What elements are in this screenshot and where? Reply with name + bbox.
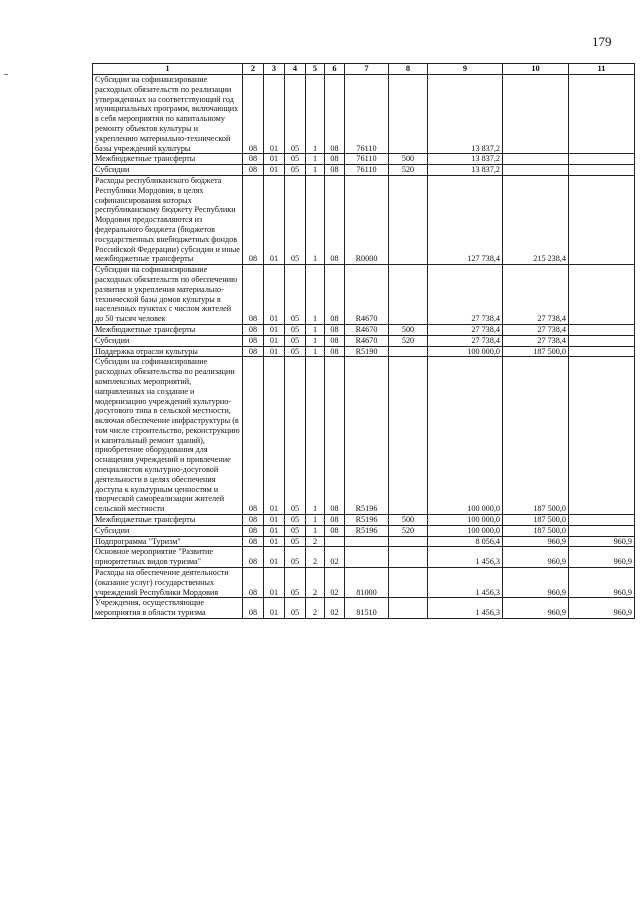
col4-code: 05 [285, 346, 306, 357]
col10-amount: 960,9 [503, 536, 569, 547]
col10-amount: 27 738,4 [503, 335, 569, 346]
col4-code: 05 [285, 335, 306, 346]
col9-amount: 27 738,4 [428, 324, 503, 335]
col11-amount [569, 346, 635, 357]
col-header: 1 [93, 64, 243, 75]
col5-code: 2 [306, 536, 325, 547]
col3-code: 01 [264, 515, 285, 526]
col10-amount [503, 75, 569, 154]
col5-code: 1 [306, 324, 325, 335]
col-header: 7 [345, 64, 389, 75]
col3-code: 01 [264, 598, 285, 619]
col5-code: 1 [306, 357, 325, 515]
col-header: 9 [428, 64, 503, 75]
col2-code: 08 [243, 357, 264, 515]
col5-code: 1 [306, 525, 325, 536]
col11-amount [569, 265, 635, 325]
row-name: Межбюджетные трансферты [93, 324, 243, 335]
table-row [93, 175, 635, 264]
col9-amount: 100 000,0 [428, 357, 503, 515]
col5-code: 1 [306, 265, 325, 325]
col8-code [389, 598, 428, 619]
col7-code: R5196 [345, 515, 389, 526]
table-row [93, 335, 635, 346]
col5-code: 1 [306, 346, 325, 357]
col11-amount [569, 165, 635, 176]
col11-amount [569, 75, 635, 154]
col9-amount: 100 000,0 [428, 346, 503, 357]
col6-code: 08 [325, 346, 345, 357]
col8-code [389, 547, 428, 568]
row-name: Субсидии на софинансирование расходных обязательств по реализации утвержденных на соответствующий год муниципальных программ, включающих в себя мероприятия по капитальному ремонту объектов культуры и укреплению материально-технической базы учреждений культуры [93, 75, 243, 154]
col4-code: 05 [285, 357, 306, 515]
col11-amount: 960,9 [569, 536, 635, 547]
col2-code: 08 [243, 75, 264, 154]
col7-code: R4670 [345, 335, 389, 346]
table-row [93, 598, 635, 619]
col3-code: 01 [264, 357, 285, 515]
col5-code: 1 [306, 165, 325, 176]
col2-code: 08 [243, 265, 264, 325]
col4-code: 05 [285, 165, 306, 176]
col6-code: 08 [325, 175, 345, 264]
col4-code: 05 [285, 547, 306, 568]
col3-code: 01 [264, 547, 285, 568]
col7-code: R4670 [345, 324, 389, 335]
table-row [93, 547, 635, 568]
col6-code: 02 [325, 598, 345, 619]
col10-amount: 960,9 [503, 568, 569, 598]
col7-code: R0000 [345, 175, 389, 264]
col10-amount [503, 154, 569, 165]
col8-code [389, 536, 428, 547]
col5-code: 2 [306, 547, 325, 568]
col10-amount [503, 165, 569, 176]
col7-code: 76110 [345, 75, 389, 154]
col5-code: 1 [306, 175, 325, 264]
row-name: Расходы республиканского бюджета Республики Мордовия, в целях софинансирования которых республиканскому бюджету Республики Мордовия предоставляются из федерального бюджета (бюджетов государственных внебюджетных фондов Российской Федерации) субсидии и иные межбюджетные трансферты [93, 175, 243, 264]
page-number: 179 [592, 34, 612, 49]
col4-code: 05 [285, 515, 306, 526]
col7-code: R4670 [345, 265, 389, 325]
col10-amount: 215 238,4 [503, 175, 569, 264]
col-header: 8 [389, 64, 428, 75]
col2-code: 08 [243, 547, 264, 568]
table-row [93, 324, 635, 335]
col9-amount: 13 837,2 [428, 165, 503, 176]
col5-code: 2 [306, 598, 325, 619]
table-row [93, 346, 635, 357]
col6-code: 08 [325, 324, 345, 335]
col9-amount: 1 456,3 [428, 598, 503, 619]
row-name: Межбюджетные трансферты [93, 154, 243, 165]
table-body [93, 75, 635, 619]
col3-code: 01 [264, 165, 285, 176]
col6-code: 08 [325, 265, 345, 325]
row-name: Субсидии [93, 335, 243, 346]
col2-code: 08 [243, 165, 264, 176]
col9-amount: 8 056,4 [428, 536, 503, 547]
col3-code: 01 [264, 346, 285, 357]
col6-code: 08 [325, 525, 345, 536]
col-header: 2 [243, 64, 264, 75]
col-header: 4 [285, 64, 306, 75]
col11-amount [569, 525, 635, 536]
col9-amount: 1 456,3 [428, 547, 503, 568]
row-name: Субсидии на софинансирование расходных обязательств по обеспечению развития и укрепления материально-технической базы домов культуры в населенных пунктах с числом жителей до 50 тысяч человек [93, 265, 243, 325]
col7-code [345, 536, 389, 547]
row-name: Субсидии [93, 165, 243, 176]
col5-code: 1 [306, 335, 325, 346]
col-header: 3 [264, 64, 285, 75]
col5-code: 1 [306, 75, 325, 154]
header-row [93, 64, 635, 75]
col9-amount: 13 837,2 [428, 154, 503, 165]
col9-amount: 100 000,0 [428, 515, 503, 526]
col9-amount: 13 837,2 [428, 75, 503, 154]
col9-amount: 127 738,4 [428, 175, 503, 264]
col9-amount: 27 738,4 [428, 265, 503, 325]
table-row [93, 357, 635, 515]
col-header: 6 [325, 64, 345, 75]
row-name: Поддержка отрасли культуры [93, 346, 243, 357]
col9-amount: 100 000,0 [428, 525, 503, 536]
col6-code: 08 [325, 357, 345, 515]
col8-code [389, 357, 428, 515]
col10-amount: 27 738,4 [503, 265, 569, 325]
col7-code: 76110 [345, 154, 389, 165]
col3-code: 01 [264, 335, 285, 346]
col11-amount [569, 175, 635, 264]
col7-code [345, 547, 389, 568]
col2-code: 08 [243, 335, 264, 346]
col8-code [389, 346, 428, 357]
col4-code: 05 [285, 568, 306, 598]
col3-code: 01 [264, 154, 285, 165]
col2-code: 08 [243, 536, 264, 547]
col10-amount: 187 500,0 [503, 515, 569, 526]
col8-code [389, 568, 428, 598]
col11-amount [569, 335, 635, 346]
row-name: Субсидии [93, 525, 243, 536]
col-header: 5 [306, 64, 325, 75]
col3-code: 01 [264, 324, 285, 335]
col8-code [389, 175, 428, 264]
col10-amount: 187 500,0 [503, 346, 569, 357]
col8-code [389, 265, 428, 325]
row-name: Межбюджетные трансферты [93, 515, 243, 526]
col2-code: 08 [243, 346, 264, 357]
col8-code: 500 [389, 324, 428, 335]
col3-code: 01 [264, 525, 285, 536]
col7-code: 76110 [345, 165, 389, 176]
col2-code: 08 [243, 175, 264, 264]
col3-code: 01 [264, 175, 285, 264]
col9-amount: 27 738,4 [428, 335, 503, 346]
col7-code: 81000 [345, 568, 389, 598]
table-row [93, 515, 635, 526]
col11-amount [569, 515, 635, 526]
table-row [93, 75, 635, 154]
col6-code: 02 [325, 547, 345, 568]
col8-code: 520 [389, 335, 428, 346]
col6-code: 02 [325, 568, 345, 598]
col2-code: 08 [243, 525, 264, 536]
col7-code: 81510 [345, 598, 389, 619]
col4-code: 05 [285, 525, 306, 536]
col6-code: 08 [325, 515, 345, 526]
row-name: Учреждения, осуществляющие мероприятия в области туризма [93, 598, 243, 619]
col7-code: R5196 [345, 525, 389, 536]
col6-code: 08 [325, 165, 345, 176]
col2-code: 08 [243, 154, 264, 165]
table-row [93, 568, 635, 598]
col11-amount: 960,9 [569, 598, 635, 619]
col5-code: 1 [306, 154, 325, 165]
col4-code: 05 [285, 324, 306, 335]
col7-code: R5190 [345, 346, 389, 357]
col9-amount: 1 456,3 [428, 568, 503, 598]
col4-code: 05 [285, 175, 306, 264]
col10-amount: 27 738,4 [503, 324, 569, 335]
col10-amount: 960,9 [503, 547, 569, 568]
table-row [93, 525, 635, 536]
row-name: Подпрограмма "Туризм" [93, 536, 243, 547]
col3-code: 01 [264, 536, 285, 547]
col10-amount: 960,9 [503, 598, 569, 619]
row-name: Расходы на обеспечение деятельности (оказание услуг) государственных учреждений Республики Мордовия [93, 568, 243, 598]
col11-amount [569, 154, 635, 165]
margin-mark [4, 74, 8, 75]
col4-code: 05 [285, 536, 306, 547]
col-header: 11 [569, 64, 635, 75]
col4-code: 05 [285, 75, 306, 154]
table-row [93, 265, 635, 325]
col11-amount [569, 357, 635, 515]
col3-code: 01 [264, 265, 285, 325]
col8-code: 500 [389, 154, 428, 165]
budget-table [92, 63, 635, 619]
col-header: 10 [503, 64, 569, 75]
col2-code: 08 [243, 324, 264, 335]
col8-code: 500 [389, 515, 428, 526]
col5-code: 1 [306, 515, 325, 526]
col6-code: 08 [325, 335, 345, 346]
row-name: Основное мероприятие "Развитие приоритетных видов туризма" [93, 547, 243, 568]
col3-code: 01 [264, 568, 285, 598]
col6-code [325, 536, 345, 547]
table-row [93, 154, 635, 165]
col3-code: 01 [264, 75, 285, 154]
col11-amount: 960,9 [569, 547, 635, 568]
col11-amount [569, 324, 635, 335]
col10-amount: 187 500,0 [503, 525, 569, 536]
col7-code: R5196 [345, 357, 389, 515]
col4-code: 05 [285, 265, 306, 325]
col6-code: 08 [325, 154, 345, 165]
col4-code: 05 [285, 598, 306, 619]
col2-code: 08 [243, 515, 264, 526]
col8-code: 520 [389, 525, 428, 536]
col4-code: 05 [285, 154, 306, 165]
col11-amount: 960,9 [569, 568, 635, 598]
col8-code: 520 [389, 165, 428, 176]
col5-code: 2 [306, 568, 325, 598]
col2-code: 08 [243, 598, 264, 619]
col10-amount: 187 500,0 [503, 357, 569, 515]
row-name: Субсидии на софинансирование расходных обязательства по реализации комплексных мероприятий, направленных на создание и модернизацию учреждений культурно-досугового типа в сельской местности, включая обеспечение инфраструктуры (в том числе строительство, реконструкцию и капитальный ремонт зданий), приобретение оборудования для оснащения учреждений и привлечение специалистов культурно-досуговой деятельности в целях обеспечения доступа к культурным ценностям и творческой самореализации жителей сельской местности [93, 357, 243, 515]
table-row [93, 165, 635, 176]
col8-code [389, 75, 428, 154]
col2-code: 08 [243, 568, 264, 598]
col6-code: 08 [325, 75, 345, 154]
table-row [93, 536, 635, 547]
